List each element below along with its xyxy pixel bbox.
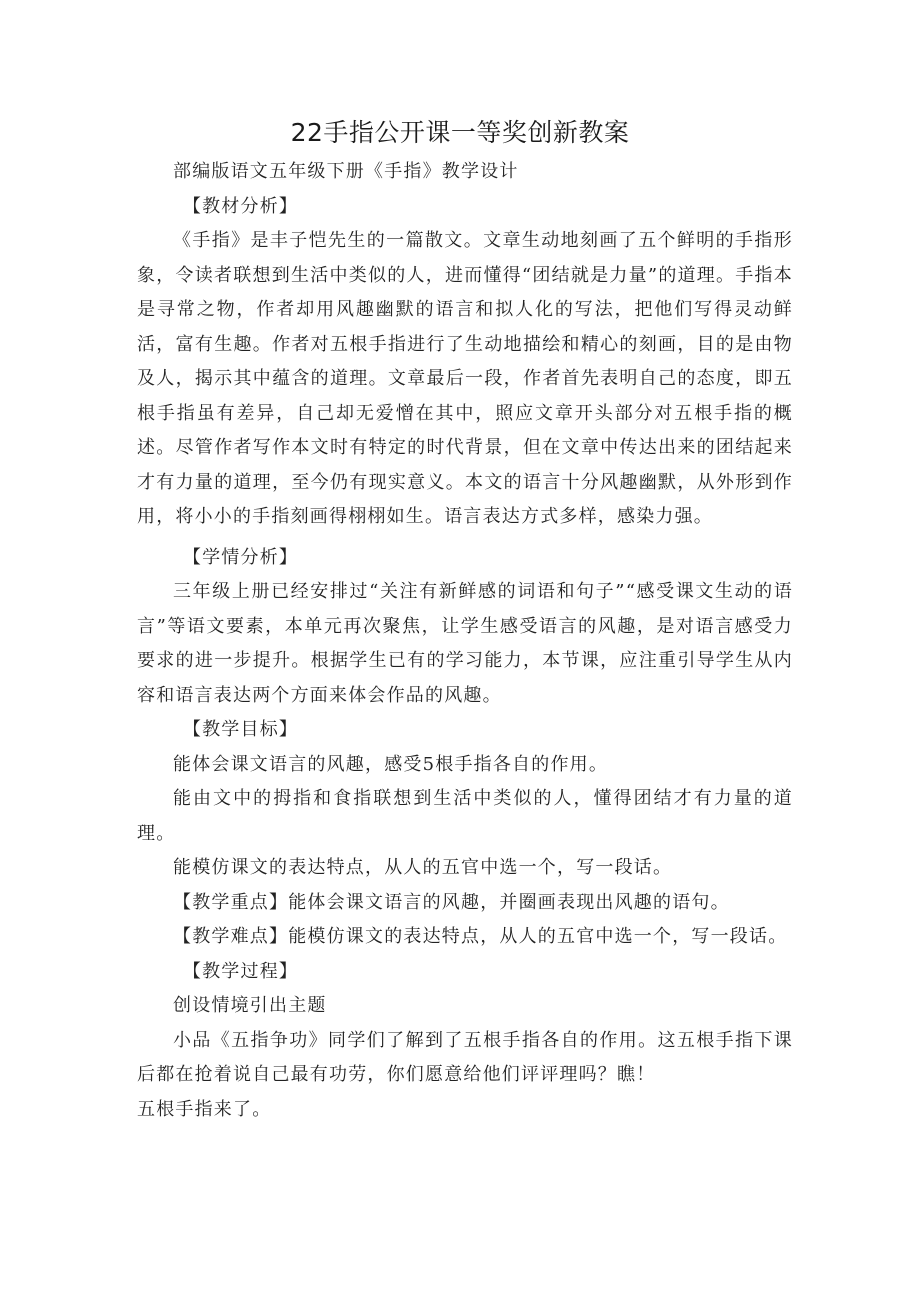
material-analysis-heading: 【教材分析】 [182, 195, 299, 217]
difficult-point-heading: 【教学难点】 [173, 926, 289, 947]
student-analysis-text: 三年级上册已经安排过“关注有新鲜感的词语和句子”“感受课文生动的语言”等语文要素，本单元再次聚焦，让学生感受语言的风趣，是对语言感受力要求的进一步提升。根据学生已有的学习能力，本节课，应注重引导学生从内容和语言表达两个方面来体会作品的风趣。 [137, 581, 793, 706]
difficult-point-text: 能模仿课文的表达特点，从人的五官中选一个，写一段话。 [288, 926, 788, 947]
teaching-goals-heading: 【教学目标】 [182, 719, 299, 740]
teaching-goal-item: 能体会课文语言的风趣，感受5根手指各自的作用。 [173, 753, 609, 775]
key-point-text: 能体会课文语言的风趣，并圈画表现出风趣的语句。 [288, 891, 730, 913]
teaching-process-heading: 【教学过程】 [182, 960, 299, 982]
teaching-process-step-title: 创设情境引出主题 [173, 995, 327, 1016]
key-point-paragraph [137, 886, 793, 921]
document-body [137, 155, 793, 1127]
difficult-point-paragraph [137, 920, 793, 955]
material-analysis-text: 《手指》是丰子恺先生的一篇散文。文章生动地刻画了五个鲜明的手指形象，令读者联想到生活中类似的人，进而懂得“团结就是力量”的道理。手指本是寻常之物，作者却用风趣幽默的语言和拟人化的写法，把他们写得灵动鲜活，富有生趣。作者对五根手指进行了生动地描绘和精心的刻画，目的是由物及人，揭示其中蕴含的道理。文章最后一段，作者首先表明自己的态度，即五根手指虽有差异，自己却无爱憎在其中，照应文章开头部分对五根手指的概述。尽管作者写作本文时有特定的时代背景，但在文章中传达出来的团结起来才有力量的道理，至今仍有现实意义。本文的语言十分风趣幽默，从外形到作用，将小小的手指刻画得栩栩如生。语言表达方式多样，感染力强。 [137, 230, 793, 527]
teaching-goal-item: 能模仿课文的表达特点，从人的五官中选一个，写一段话。 [173, 857, 673, 878]
teaching-goal-item: 能由文中的拇指和食指联想到生活中类似的人，懂得团结才有力量的道理。 [137, 788, 793, 844]
teaching-process-last-line: 五根手指来了。 [137, 1098, 272, 1120]
document-title: 22手指公开课一等奖创新教案 [290, 118, 630, 147]
teaching-process-text: 小品《五指争功》同学们了解到了五根手指各自的作用。这五根手指下课后都在抢着说自己最有功劳，你们愿意给他们评评理吗？瞧！ [137, 1029, 793, 1085]
student-analysis-heading: 【学情分析】 [182, 546, 299, 568]
subtitle: 部编版语文五年级下册《手指》教学设计 [173, 161, 519, 182]
key-point-heading: 【教学重点】 [173, 891, 289, 913]
